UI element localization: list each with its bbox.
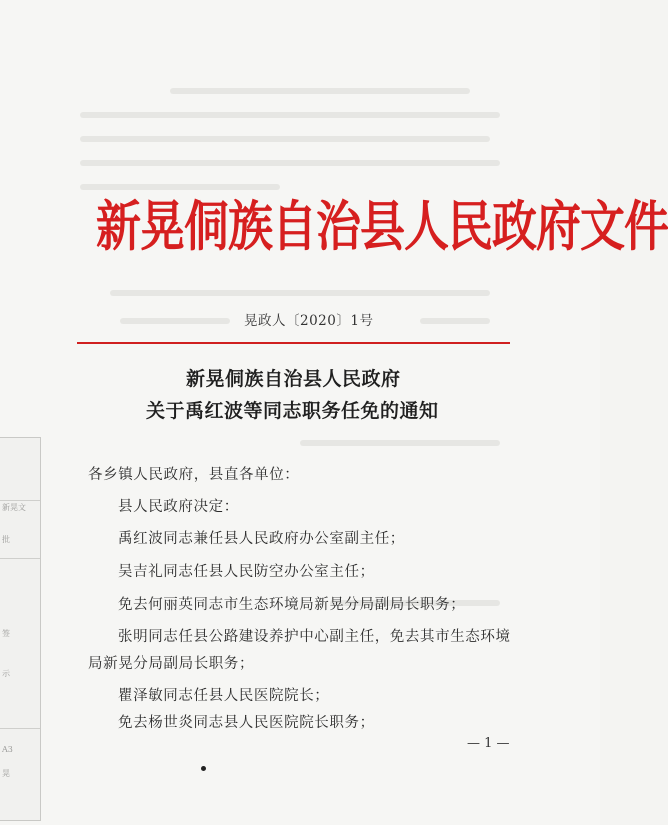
- body-line: 瞿泽敏同志任县人民医院院长；: [118, 688, 330, 704]
- slip-label: 新晃文: [2, 503, 26, 512]
- routing-slip: [0, 437, 41, 821]
- body-line: 张明同志任县公路建设养护中心副主任，免去其市生态环境: [118, 629, 511, 645]
- ink-dot: [201, 766, 206, 771]
- notice-title-line-1: 新晃侗族自治县人民政府: [186, 368, 401, 390]
- body-line: 免去何丽英同志市生态环境局新晃分局副局长职务；: [118, 597, 466, 613]
- slip-label: 批: [2, 535, 10, 544]
- slip-row-divider: [0, 500, 40, 501]
- notice-title-line-2: 关于禹红波等同志职务任免的通知: [146, 400, 439, 422]
- header-red-rule: [77, 342, 510, 344]
- body-line: 局新晃分局副局长职务；: [88, 656, 255, 672]
- body-line: 县人民政府决定：: [118, 499, 239, 515]
- document-number: 晃政人〔2020〕1号: [244, 313, 374, 329]
- slip-label: 晃: [2, 769, 10, 778]
- slip-label: 签: [2, 629, 10, 638]
- body-line: 禹红波同志兼任县人民政府办公室副主任；: [118, 531, 405, 547]
- body-line: 免去杨世炎同志县人民医院院长职务；: [118, 715, 375, 731]
- slip-row-divider: [0, 728, 40, 729]
- salutation: 各乡镇人民政府，县直各单位：: [88, 467, 300, 483]
- slip-row-divider: [0, 558, 40, 559]
- slip-label: A3: [2, 745, 13, 754]
- page-number: — 1 —: [467, 736, 510, 751]
- body-line: 吴吉礼同志任县人民防空办公室主任；: [118, 564, 375, 580]
- issuer-header: 新晃侗族自治县人民政府文件: [96, 194, 668, 259]
- slip-label: 示: [2, 669, 10, 678]
